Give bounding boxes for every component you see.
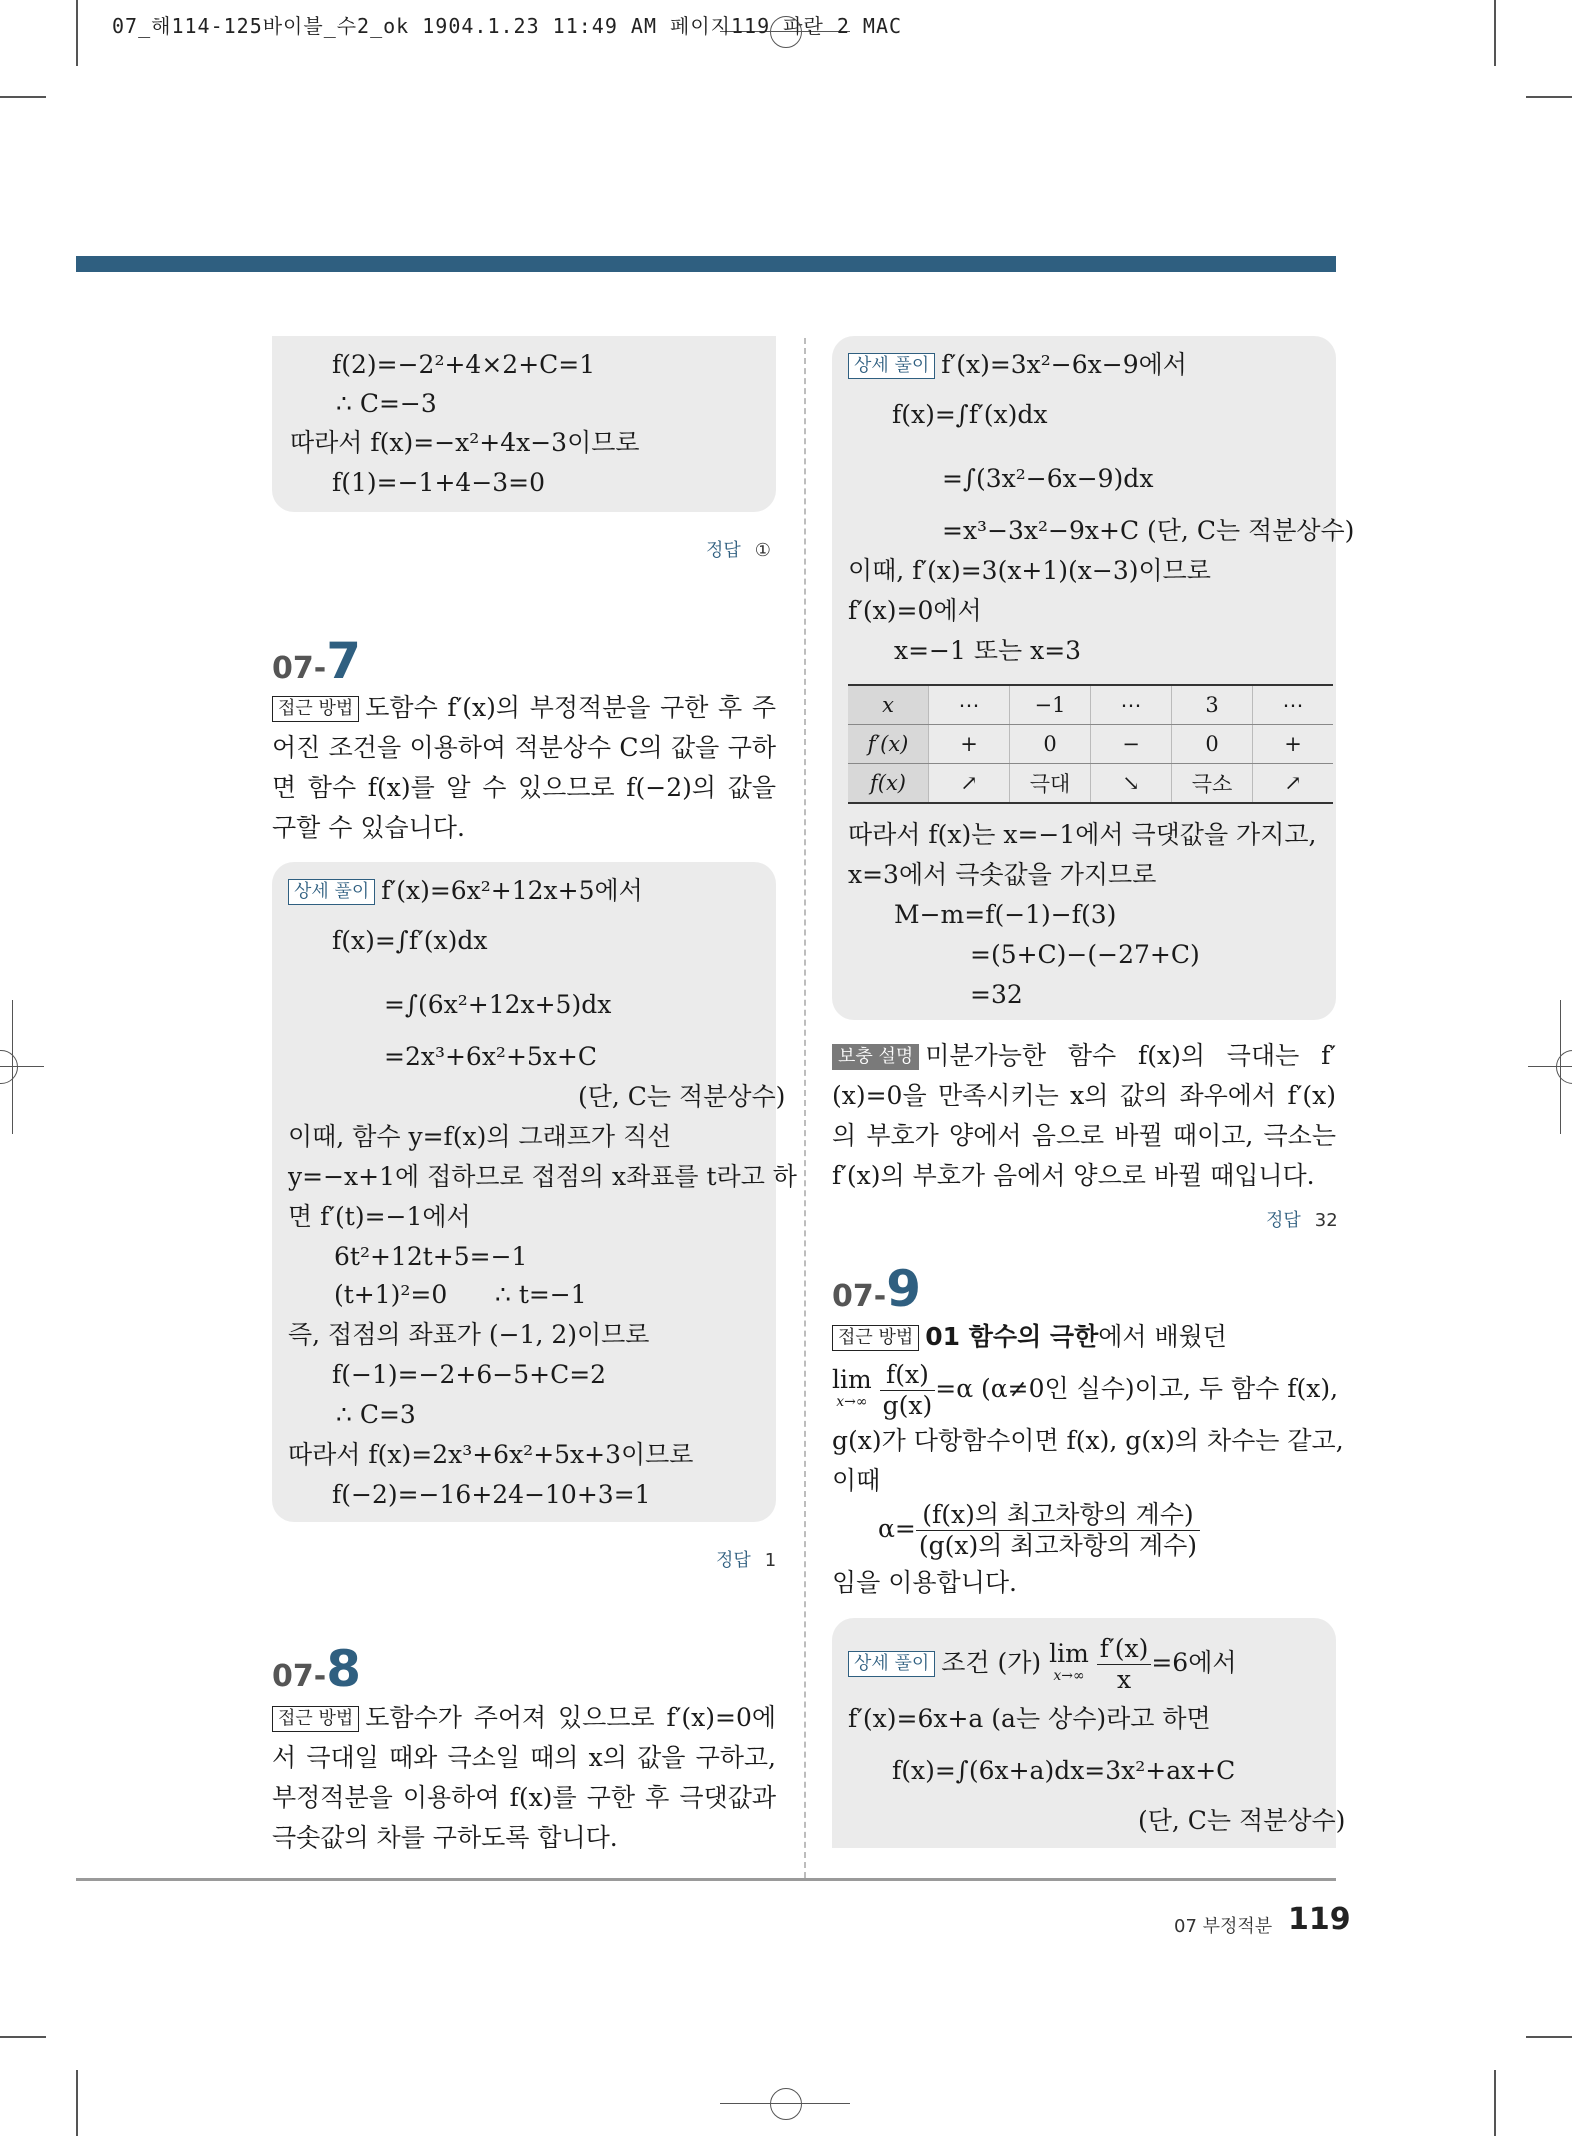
crop-mark bbox=[0, 1066, 44, 1067]
table-cell: 극대 bbox=[1010, 764, 1091, 804]
fraction: $\frac{\text{(f(x)의 최고차항의 계수)}}{\text{(g(x)의 최고차항의 계수)}}$ bbox=[916, 1500, 1200, 1561]
question-number: 07-9 bbox=[832, 1260, 921, 1318]
math-line: 따라서 f(x)는 x=−1에서 극댓값을 가지고, bbox=[848, 820, 1317, 849]
math-line: ∴ C=−3 bbox=[336, 389, 437, 418]
math-line: 이때, 함수 y=f(x)의 그래프가 직선 bbox=[288, 1122, 672, 1151]
fraction: $\frac{f(x)}{g(x)}$ bbox=[880, 1360, 936, 1421]
math-line: 따라서 f(x)=−x²+4x−3이므로 bbox=[290, 428, 640, 457]
answer-label: 정답 32 bbox=[1266, 1210, 1338, 1231]
math-line: x=3에서 극솟값을 가지므로 bbox=[848, 860, 1157, 889]
math-line: 이때, f′(x)=3(x+1)(x−3)이므로 bbox=[848, 556, 1211, 585]
math-line: 이때 bbox=[832, 1466, 881, 1495]
table-cell: + bbox=[1253, 725, 1334, 764]
solution-tag: 상세 풀이 bbox=[288, 879, 375, 905]
approach-tag: 접근 방법 bbox=[272, 1706, 359, 1732]
extra-tag: 보충 설명 bbox=[832, 1044, 919, 1070]
crop-mark bbox=[0, 96, 46, 98]
limit-line: lim x→∞ $\frac{f(x)}{g(x)}$ =α (α≠0인 실수)이고, 두 함수 f(x), bbox=[832, 1360, 1339, 1420]
solution-tag: 상세 풀이 bbox=[848, 1651, 935, 1677]
section-title: 07 부정적분 bbox=[1174, 1916, 1273, 1937]
crop-mark bbox=[76, 2070, 78, 2136]
math-line: f(x)=∫(6x+a)dx=3x²+ax+C bbox=[892, 1756, 1236, 1785]
answer-label: 정답 1 bbox=[716, 1550, 777, 1571]
crop-mark bbox=[0, 2036, 46, 2038]
limit-operator: lim x→∞ bbox=[1049, 1638, 1089, 1684]
crop-mark bbox=[1494, 0, 1496, 66]
table-cell: 3 bbox=[1172, 685, 1253, 725]
crop-mark bbox=[12, 1000, 13, 1134]
registration-mark bbox=[0, 1050, 18, 1084]
math-line: =32 bbox=[970, 980, 1023, 1009]
math-line: f(−2)=−16+24−10+3=1 bbox=[332, 1480, 651, 1509]
header-bar bbox=[76, 256, 1336, 272]
math-line: 즉, 접점의 좌표가 (−1, 2)이므로 bbox=[288, 1320, 650, 1349]
math-line: f(1)=−1+4−3=0 bbox=[332, 468, 546, 497]
approach-line: 접근 방법 01 함수의 극한에서 배웠던 bbox=[832, 1322, 1227, 1352]
table-cell: ⋯ bbox=[1253, 685, 1334, 725]
math-line: M−m=f(−1)−f(3) bbox=[894, 900, 1117, 929]
math-line: f′(x)=0에서 bbox=[848, 596, 982, 625]
math-line: 6t²+12t+5=−1 bbox=[334, 1242, 528, 1271]
question-number: 07-8 bbox=[272, 1640, 361, 1698]
math-line: =∫(6x²+12x+5)dx bbox=[384, 990, 612, 1019]
limit-operator: lim x→∞ bbox=[832, 1364, 872, 1410]
math-line: (단, C는 적분상수) bbox=[578, 1082, 786, 1111]
fraction: $\frac{f'(x)}{x}$ bbox=[1097, 1634, 1152, 1695]
extra-explanation: 보충 설명 미분가능한 함수 f(x)의 극대는 f′(x)=0을 만족시키는 x의 값의 좌우에서 f′(x)의 부호가 양에서 음으로 바뀔 때이고, 극소는 f′(x)의 부호가 음에서 양으로 바뀔 때입니다. bbox=[832, 1041, 1336, 1190]
crop-mark bbox=[1560, 1000, 1561, 1134]
table-row bbox=[848, 725, 1333, 764]
table-cell: 0 bbox=[1172, 725, 1253, 764]
sign-table bbox=[848, 684, 1333, 804]
table-cell: ↗ bbox=[929, 764, 1010, 804]
math-line: f(x)=∫f′(x)dx bbox=[892, 400, 1048, 429]
math-line: y=−x+1에 접하므로 접점의 x좌표를 t라고 하 bbox=[288, 1162, 797, 1191]
column-divider bbox=[804, 338, 806, 1878]
math-line: 면 f′(t)=−1에서 bbox=[288, 1202, 471, 1231]
table-cell: ↘ bbox=[1091, 764, 1172, 804]
math-line: 상세 풀이 조건 (가) lim x→∞ $\frac{f'(x)}{x}$ =6에서 bbox=[848, 1634, 1237, 1695]
registration-mark bbox=[1556, 1050, 1572, 1084]
table-cell: f(x) bbox=[848, 764, 929, 804]
math-line: =2x³+6x²+5x+C bbox=[384, 1042, 597, 1071]
table-cell: 0 bbox=[1010, 725, 1091, 764]
math-line: 따라서 f(x)=2x³+6x²+5x+3이므로 bbox=[288, 1440, 694, 1469]
math-line: g(x)가 다항함수이면 f(x), g(x)의 차수는 같고, bbox=[832, 1426, 1344, 1455]
approach-paragraph: 접근 방법 도함수가 주어져 있으므로 f′(x)=0에서 극대일 때와 극소일 때의 x의 값을 구하고, 부정적분을 이용하여 f(x)를 구한 후 극댓값과 극솟값의 차를 구하도록 합니다. bbox=[272, 1703, 776, 1852]
table-row bbox=[848, 685, 1333, 725]
math-line: f′(x)=6x+a (a는 상수)라고 하면 bbox=[848, 1704, 1211, 1733]
question-number: 07-7 bbox=[272, 632, 361, 690]
math-line: =(5+C)−(−27+C) bbox=[970, 940, 1200, 969]
table-cell: − bbox=[1091, 725, 1172, 764]
registration-mark bbox=[770, 2088, 802, 2120]
table-cell: + bbox=[929, 725, 1010, 764]
footer-rule bbox=[76, 1878, 1336, 1881]
math-line: =∫(3x²−6x−9)dx bbox=[942, 464, 1154, 493]
math-line: 임을 이용합니다. bbox=[832, 1568, 1017, 1597]
print-slug: 07_해114-125바이블_수2_ok 1904.1.23 11:49 AM 페이지119 파란 2 MAC bbox=[112, 14, 903, 38]
solution-tag: 상세 풀이 bbox=[848, 353, 935, 379]
math-line: f(x)=∫f′(x)dx bbox=[332, 926, 488, 955]
approach-tag: 접근 방법 bbox=[832, 1325, 919, 1351]
table-cell: f′(x) bbox=[848, 725, 929, 764]
table-cell: 극소 bbox=[1172, 764, 1253, 804]
math-line: ∴ C=3 bbox=[336, 1400, 416, 1429]
crop-mark bbox=[76, 0, 78, 66]
approach-paragraph: 접근 방법 도함수 f′(x)의 부정적분을 구한 후 주어진 조건을 이용하여 적분상수 C의 값을 구하면 함수 f(x)를 알 수 있으므로 f(−2)의 값을 구할 수 있습니다. bbox=[272, 693, 776, 842]
table-cell: ⋯ bbox=[1091, 685, 1172, 725]
page-number: 119 bbox=[1288, 1902, 1351, 1937]
math-line: 상세 풀이 f′(x)=3x²−6x−9에서 bbox=[848, 350, 1187, 380]
math-line: f(2)=−2²+4×2+C=1 bbox=[332, 350, 596, 379]
table-cell: −1 bbox=[1010, 685, 1091, 725]
math-line: (t+1)²=0 ∴ t=−1 bbox=[334, 1280, 587, 1309]
crop-mark bbox=[1528, 1066, 1572, 1067]
math-line: f(−1)=−2+6−5+C=2 bbox=[332, 1360, 607, 1389]
math-line: (단, C는 적분상수) bbox=[1138, 1806, 1346, 1835]
crop-mark bbox=[1526, 96, 1572, 98]
math-line: 상세 풀이 f′(x)=6x²+12x+5에서 bbox=[288, 876, 643, 906]
math-line: x=−1 또는 x=3 bbox=[894, 636, 1082, 665]
approach-tag: 접근 방법 bbox=[272, 696, 359, 722]
table-cell: ↗ bbox=[1253, 764, 1334, 804]
crop-mark bbox=[1494, 2070, 1496, 2136]
crop-mark bbox=[720, 2103, 850, 2104]
answer-label: 정답 ① bbox=[706, 540, 771, 561]
math-line: =x³−3x²−9x+C (단, C는 적분상수) bbox=[942, 516, 1355, 545]
table-cell: ⋯ bbox=[929, 685, 1010, 725]
table-row bbox=[848, 764, 1333, 804]
table-cell: x bbox=[848, 685, 929, 725]
crop-mark bbox=[1526, 2036, 1572, 2038]
alpha-formula: α= $\frac{\text{(f(x)의 최고차항의 계수)}}{\text{(g(x)의 최고차항의 계수)}}$ bbox=[878, 1500, 1200, 1561]
